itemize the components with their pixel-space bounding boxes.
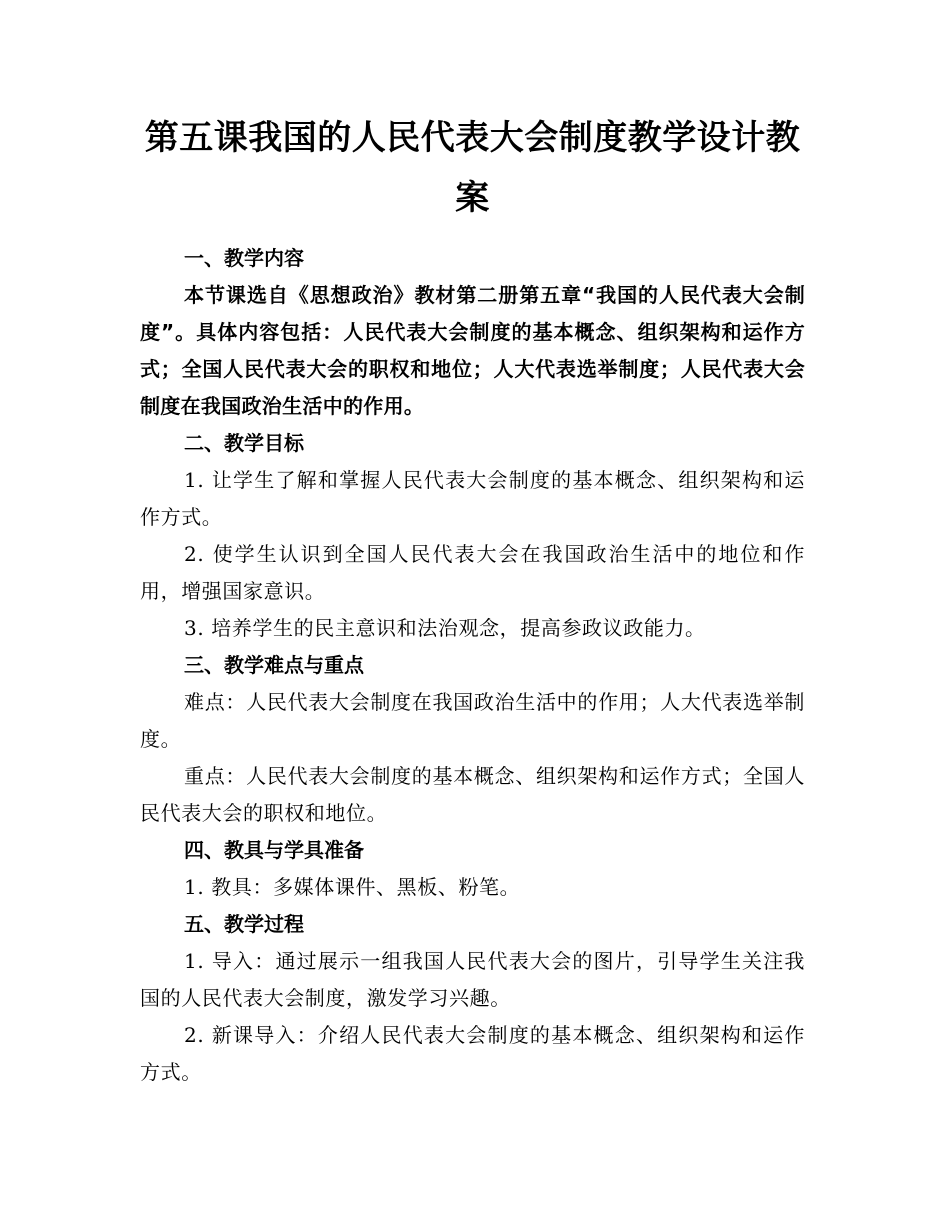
section-heading-difficulties: 三、教学难点与重点 xyxy=(184,653,364,677)
process-item-2: 2. 新课导入：介绍人民代表大会制度的基本概念、组织架构和运作方式。 xyxy=(140,1023,805,1084)
tools-item-1: 1. 教具：多媒体课件、黑板、粉笔。 xyxy=(184,875,521,899)
difficult-point: 难点：人民代表大会制度在我国政治生活中的作用；人大代表选举制度。 xyxy=(140,690,805,751)
document-page xyxy=(140,108,805,1091)
process-item-1: 1. 导入：通过展示一组我国人民代表大会的图片，引导学生关注我国的人民代表大会制度，激发学习兴趣。 xyxy=(140,949,805,1010)
objective-item-2: 2. 使学生认识到全国人民代表大会在我国政治生活中的地位和作用，增强国家意识。 xyxy=(140,542,805,603)
section-body-content: 本节课选自《思想政治》教材第二册第五章“我国的人民代表大会制度”。具体内容包括：人民代表大会制度的基本概念、组织架构和运作方式；全国人民代表大会的职权和地位；人大代表选举制度；人民代表大会制度在我国政治生活中的作用。 xyxy=(140,283,805,418)
section-heading-process: 五、教学过程 xyxy=(184,912,304,936)
section-heading-objectives: 二、教学目标 xyxy=(184,431,304,455)
objective-item-1: 1. 让学生了解和掌握人民代表大会制度的基本概念、组织架构和运作方式。 xyxy=(140,468,805,529)
key-point: 重点：人民代表大会制度的基本概念、组织架构和运作方式；全国人民代表大会的职权和地位。 xyxy=(140,764,805,825)
section-heading-content: 一、教学内容 xyxy=(184,246,304,270)
section-heading-tools: 四、教具与学具准备 xyxy=(184,838,364,862)
document-title: 第五课我国的人民代表大会制度教学设计教案 xyxy=(144,118,801,218)
objective-item-3: 3. 培养学生的民主意识和法治观念，提高参政议政能力。 xyxy=(184,616,706,640)
